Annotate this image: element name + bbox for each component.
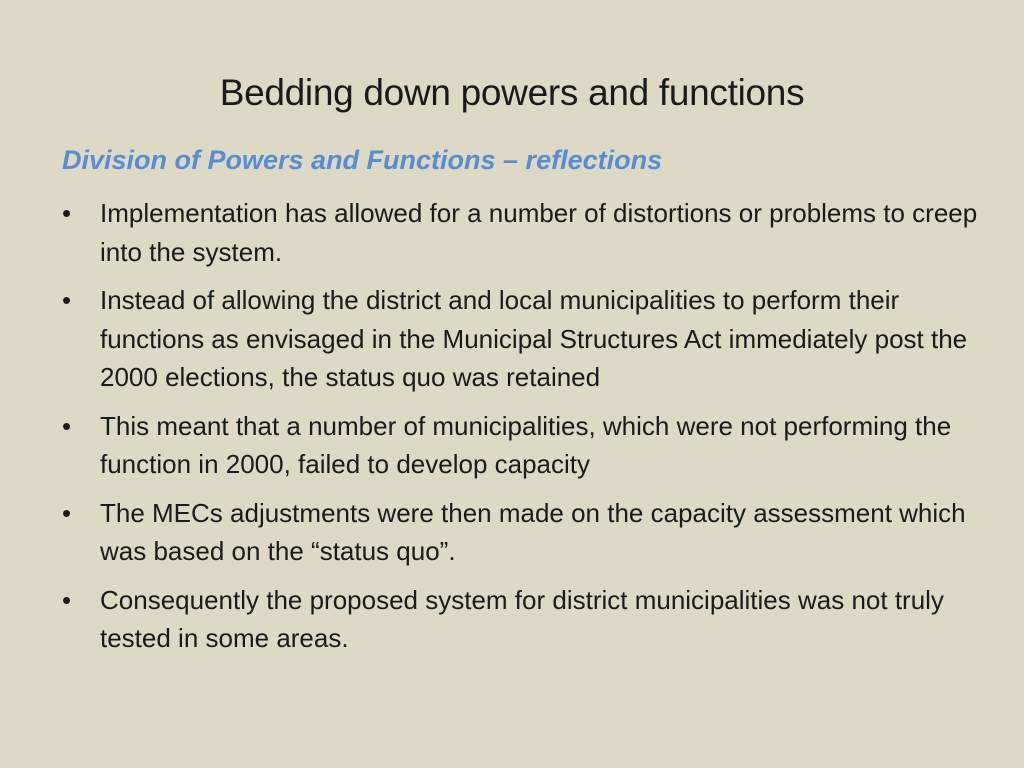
bullet-icon: •: [62, 285, 72, 315]
list-item: • This meant that a number of municipalities, which were not performing the function in 2000, failed to develop capacity: [62, 407, 982, 484]
bullet-icon: •: [62, 584, 72, 615]
list-item: • Consequently the proposed system for district municipalities was not truly tested in some areas.: [62, 581, 982, 658]
bullet-icon: •: [62, 497, 72, 528]
bullet-icon: •: [62, 410, 72, 441]
list-item: • The MECs adjustments were then made on the capacity assessment which was based on the “status quo”.: [62, 494, 982, 571]
list-item: • Instead of allowing the district and local municipalities to perform their functions as envisaged in the Municipal Structures Act immediately post the 2000 elections, the status quo was retained: [62, 281, 982, 397]
slide-title: Bedding down powers and functions: [219, 72, 805, 113]
list-item: • Implementation has allowed for a number of distortions or problems to creep into the system.: [62, 194, 982, 271]
bullet-icon: •: [62, 198, 72, 228]
slide-subtitle: Division of Powers and Functions – reflections: [62, 145, 663, 175]
bullet-list: [62, 194, 982, 668]
